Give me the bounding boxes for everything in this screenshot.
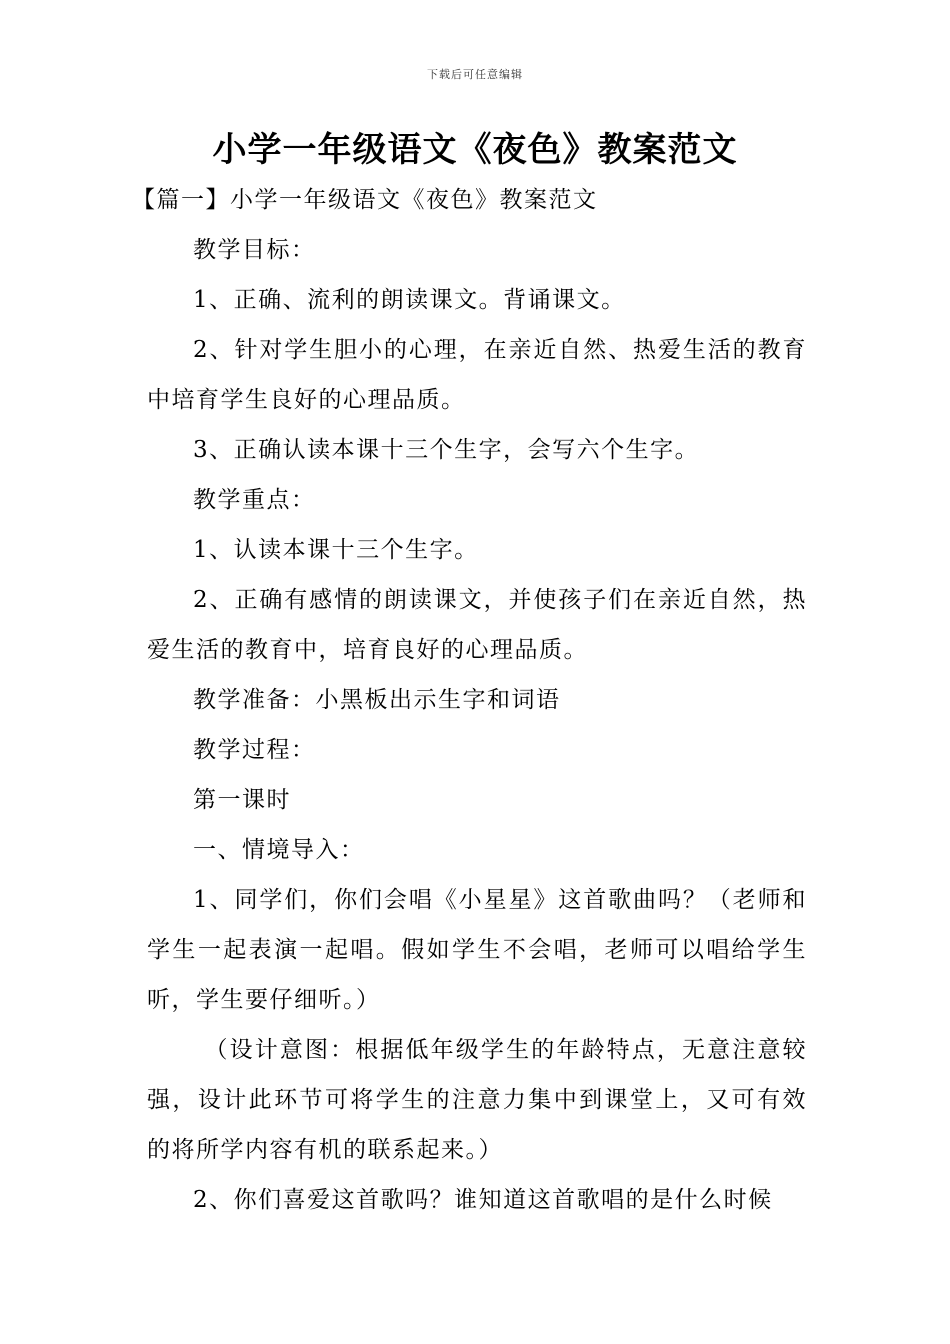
paragraph: 3、正确认读本课十三个生字，会写六个生字。 (193, 437, 700, 463)
paragraph: 1、正确、流利的朗读课文。背诵课文。 (193, 287, 626, 313)
paragraph: 教学目标： (193, 237, 316, 263)
paragraph: 2、针对学生胆小的心理，在亲近自然、热爱生活的教育中培育学生良好的心理品质。 (147, 337, 807, 413)
paragraph: 教学准备：小黑板出示生字和词语 (193, 687, 561, 713)
paragraph: 教学过程： (193, 737, 316, 763)
document-title: 小学一年级语文《夜色》教案范文 (212, 130, 738, 170)
paragraph: 教学重点： (193, 487, 316, 513)
document-body (132, 175, 807, 1225)
paragraph: 2、你们喜爱这首歌吗？谁知道这首歌唱的是什么时候 (193, 1187, 773, 1213)
paragraph: 1、同学们，你们会唱《小星星》这首歌曲吗？（老师和学生一起表演一起唱。假如学生不会唱，老师可以唱给学生听，学生要仔细听。） (147, 887, 807, 1013)
paragraph: 1、认读本课十三个生字。 (193, 537, 479, 563)
paragraph: 一、情境导入： (193, 837, 365, 863)
paragraph: 2、正确有感情的朗读课文，并使孩子们在亲近自然，热爱生活的教育中，培育良好的心理品质。 (147, 587, 807, 663)
paragraph: （设计意图：根据低年级学生的年龄特点，无意注意较强，设计此环节可将学生的注意力集中到课堂上，又可有效的将所学内容有机的联系起来。） (147, 1037, 807, 1163)
page-header-note: 下载后可任意编辑 (427, 68, 523, 81)
paragraph: 第一课时 (193, 787, 291, 813)
section-heading: 【篇一】小学一年级语文《夜色》教案范文 (132, 187, 598, 213)
